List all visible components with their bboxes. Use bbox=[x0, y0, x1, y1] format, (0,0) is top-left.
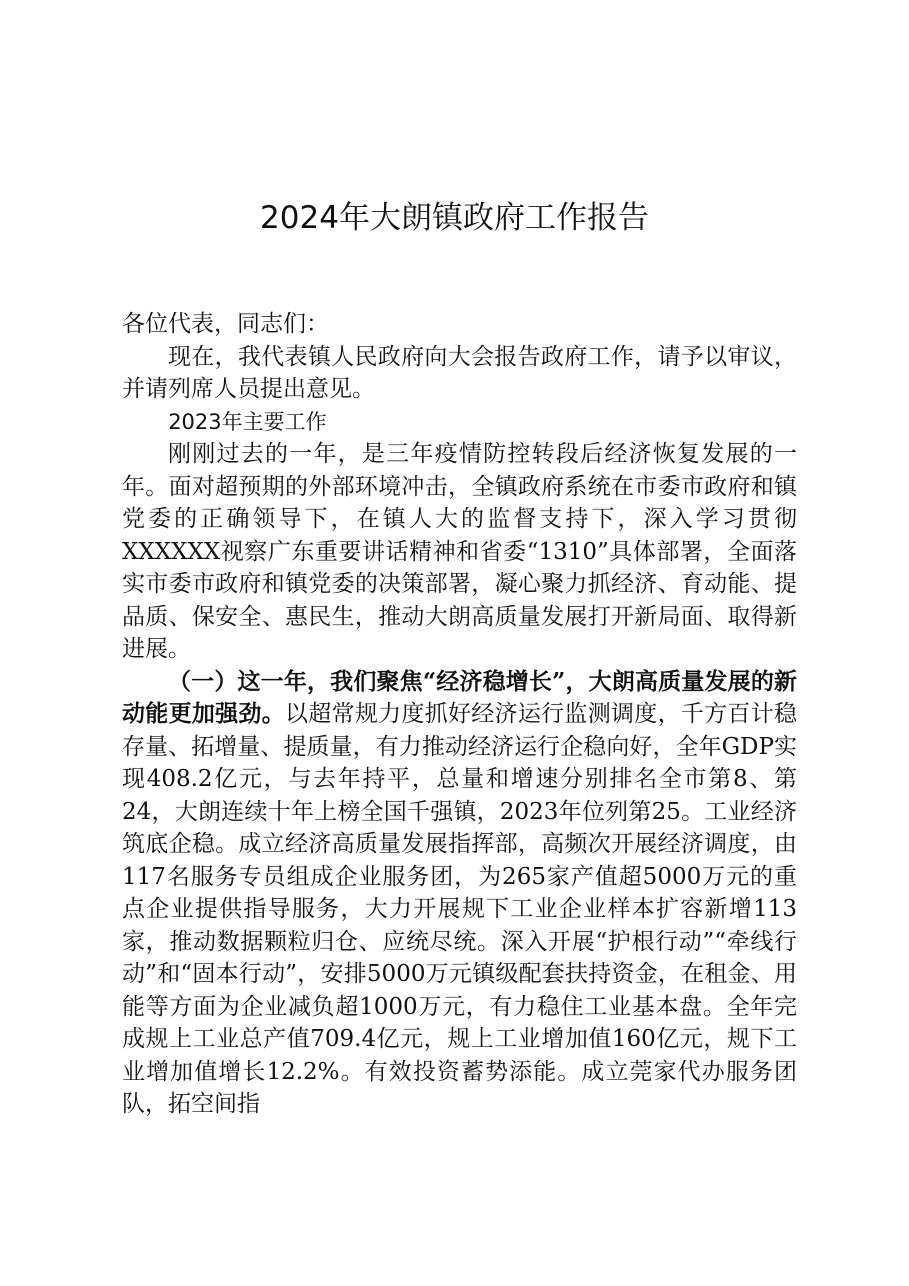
paragraph-economy-body: 以超常规力度抓好经济运行监测调度，千方百计稳存量、拓增量、提质量，有力推动经济运行企稳向好，全年GDP实现408.2亿元，与去年持平，总量和增速分别排名全市第8、第24，大朗连续十年上榜全国千强镇，2023年位列第25。工业经济筑底企稳。成立经济高质量发展指挥部，高频次开展经济调度，由117名服务专员组成企业服务团，为265家产值超5000万元的重点企业提供指导服务，大力开展规下工业企业样本扩容新增113家，推动数据颗粒归仓、应统尽统。深入开展“护根行动”“牵线行动”和“固本行动”，安排5000万元镇级配套扶持资金，在租金、用能等方面为企业减负超1000万元，有力稳住工业基本盘。全年完成规上工业总产值709.4亿元，规上工业增加值160亿元，规下工业增加值增长12.2%。有效投资蓄势添能。成立莞家代办服务团队，拓空间指 bbox=[122, 701, 798, 1117]
intro-paragraph: 现在，我代表镇人民政府向大会报告政府工作，请予以审议，并请列席人员提出意见。 bbox=[122, 343, 797, 402]
section-title: 2023年主要工作 bbox=[168, 409, 327, 434]
document-body bbox=[122, 308, 797, 1121]
paragraph-overview: 刚刚过去的一年，是三年疫情防控转段后经济恢复发展的一年。面对超预期的外部环境冲击，全镇政府系统在市委市政府和镇党委的正确领导下，在镇人大的监督支持下，深入学习贯彻XXXXXX视察广东重要讲话精神和省委“1310”具体部署，全面落实市委市政府和镇党委的决策部署，凝心聚力抓经济、育动能、提品质、保安全、惠民生，推动大朗高质量发展打开新局面、取得新进展。 bbox=[122, 441, 797, 662]
document-title: 2024年大朗镇政府工作报告 bbox=[260, 200, 649, 236]
salutation: 各位代表，同志们： bbox=[122, 311, 329, 337]
paragraph-economy-heading: （一）这一年，我们聚焦“经济稳增长”，大朗高质量发展的新动能更加强劲。 bbox=[122, 667, 797, 727]
paragraph-economy bbox=[122, 666, 797, 1121]
